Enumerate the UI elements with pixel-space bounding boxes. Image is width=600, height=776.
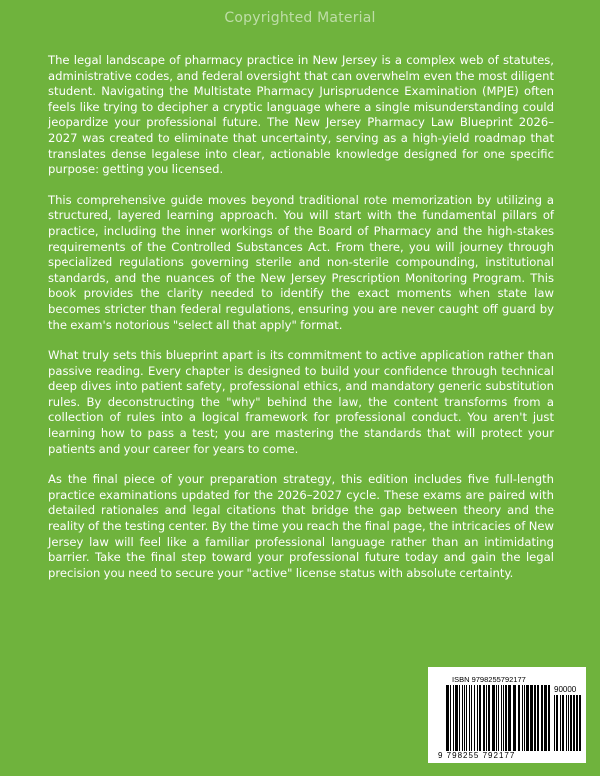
price-code: 90000 (554, 685, 577, 694)
paragraph: What truly sets this blueprint apart is its commitment to active application rather than passive reading. Every chapter is designed to build your confidence through technical deep dives into patient safety, professional ethics, and mandatory generic substitution rules. By deconstructing the "why" behind the law, the content transforms from a collection of rules into a logical framework for professional conduct. You aren't just learning how to pass a test; you are mastering the standards that will protect your patients and your career for years to come. (48, 348, 554, 456)
paragraph: The legal landscape of pharmacy practice in New Jersey is a complex web of statutes, administrative codes, and federal oversight that can overwhelm even the most diligent student. Navigating the Multistate Pharmacy Jurisprudence Examination (MPJE) often feels like trying to decipher a cryptic language where a single misunderstanding could jeopardize your professional future. The New Jersey Pharmacy Law Blueprint 2026–2027 was created to eliminate that uncertainty, serving as a high-yield roadmap that translates dense legalese into clear, actionable knowledge designed for one specific purpose: getting you licensed. (48, 53, 554, 177)
price-barcode-icon (554, 695, 582, 751)
blurb-text (48, 53, 554, 596)
paragraph: As the final piece of your preparation strategy, this edition includes five full-length practice examinations updated for the 2026–2027 cycle. These exams are paired with detailed rationales and legal citations that bridge the gap between theory and the reality of the testing center. By the time you reach the final page, the intricacies of New Jersey law will feel like a familiar professional language rather than an intimidating barrier. Take the final step toward your professional future today and gain the legal precision you need to secure your "active" license status with absolute certainty. (48, 472, 554, 580)
barcode-icon (446, 685, 550, 751)
isbn-digits: 9 798255 792177 (438, 751, 516, 760)
watermark: Copyrighted Material (224, 10, 376, 26)
barcode-box (428, 667, 586, 763)
isbn-label: ISBN 9798255792177 (452, 675, 526, 684)
paragraph: This comprehensive guide moves beyond traditional rote memorization by utilizing a structured, layered learning approach. You will start with the fundamental pillars of practice, including the inner workings of the Board of Pharmacy and the high-stakes requirements of the Controlled Substances Act. From there, you will journey through specialized regulations governing sterile and non-sterile compounding, institutional standards, and the nuances of the New Jersey Prescription Monitoring Program. This book provides the clarity needed to identify the exact moments when state law becomes stricter than federal regulations, ensuring you are never caught off guard by the exam's notorious "select all that apply" format. (48, 192, 554, 332)
